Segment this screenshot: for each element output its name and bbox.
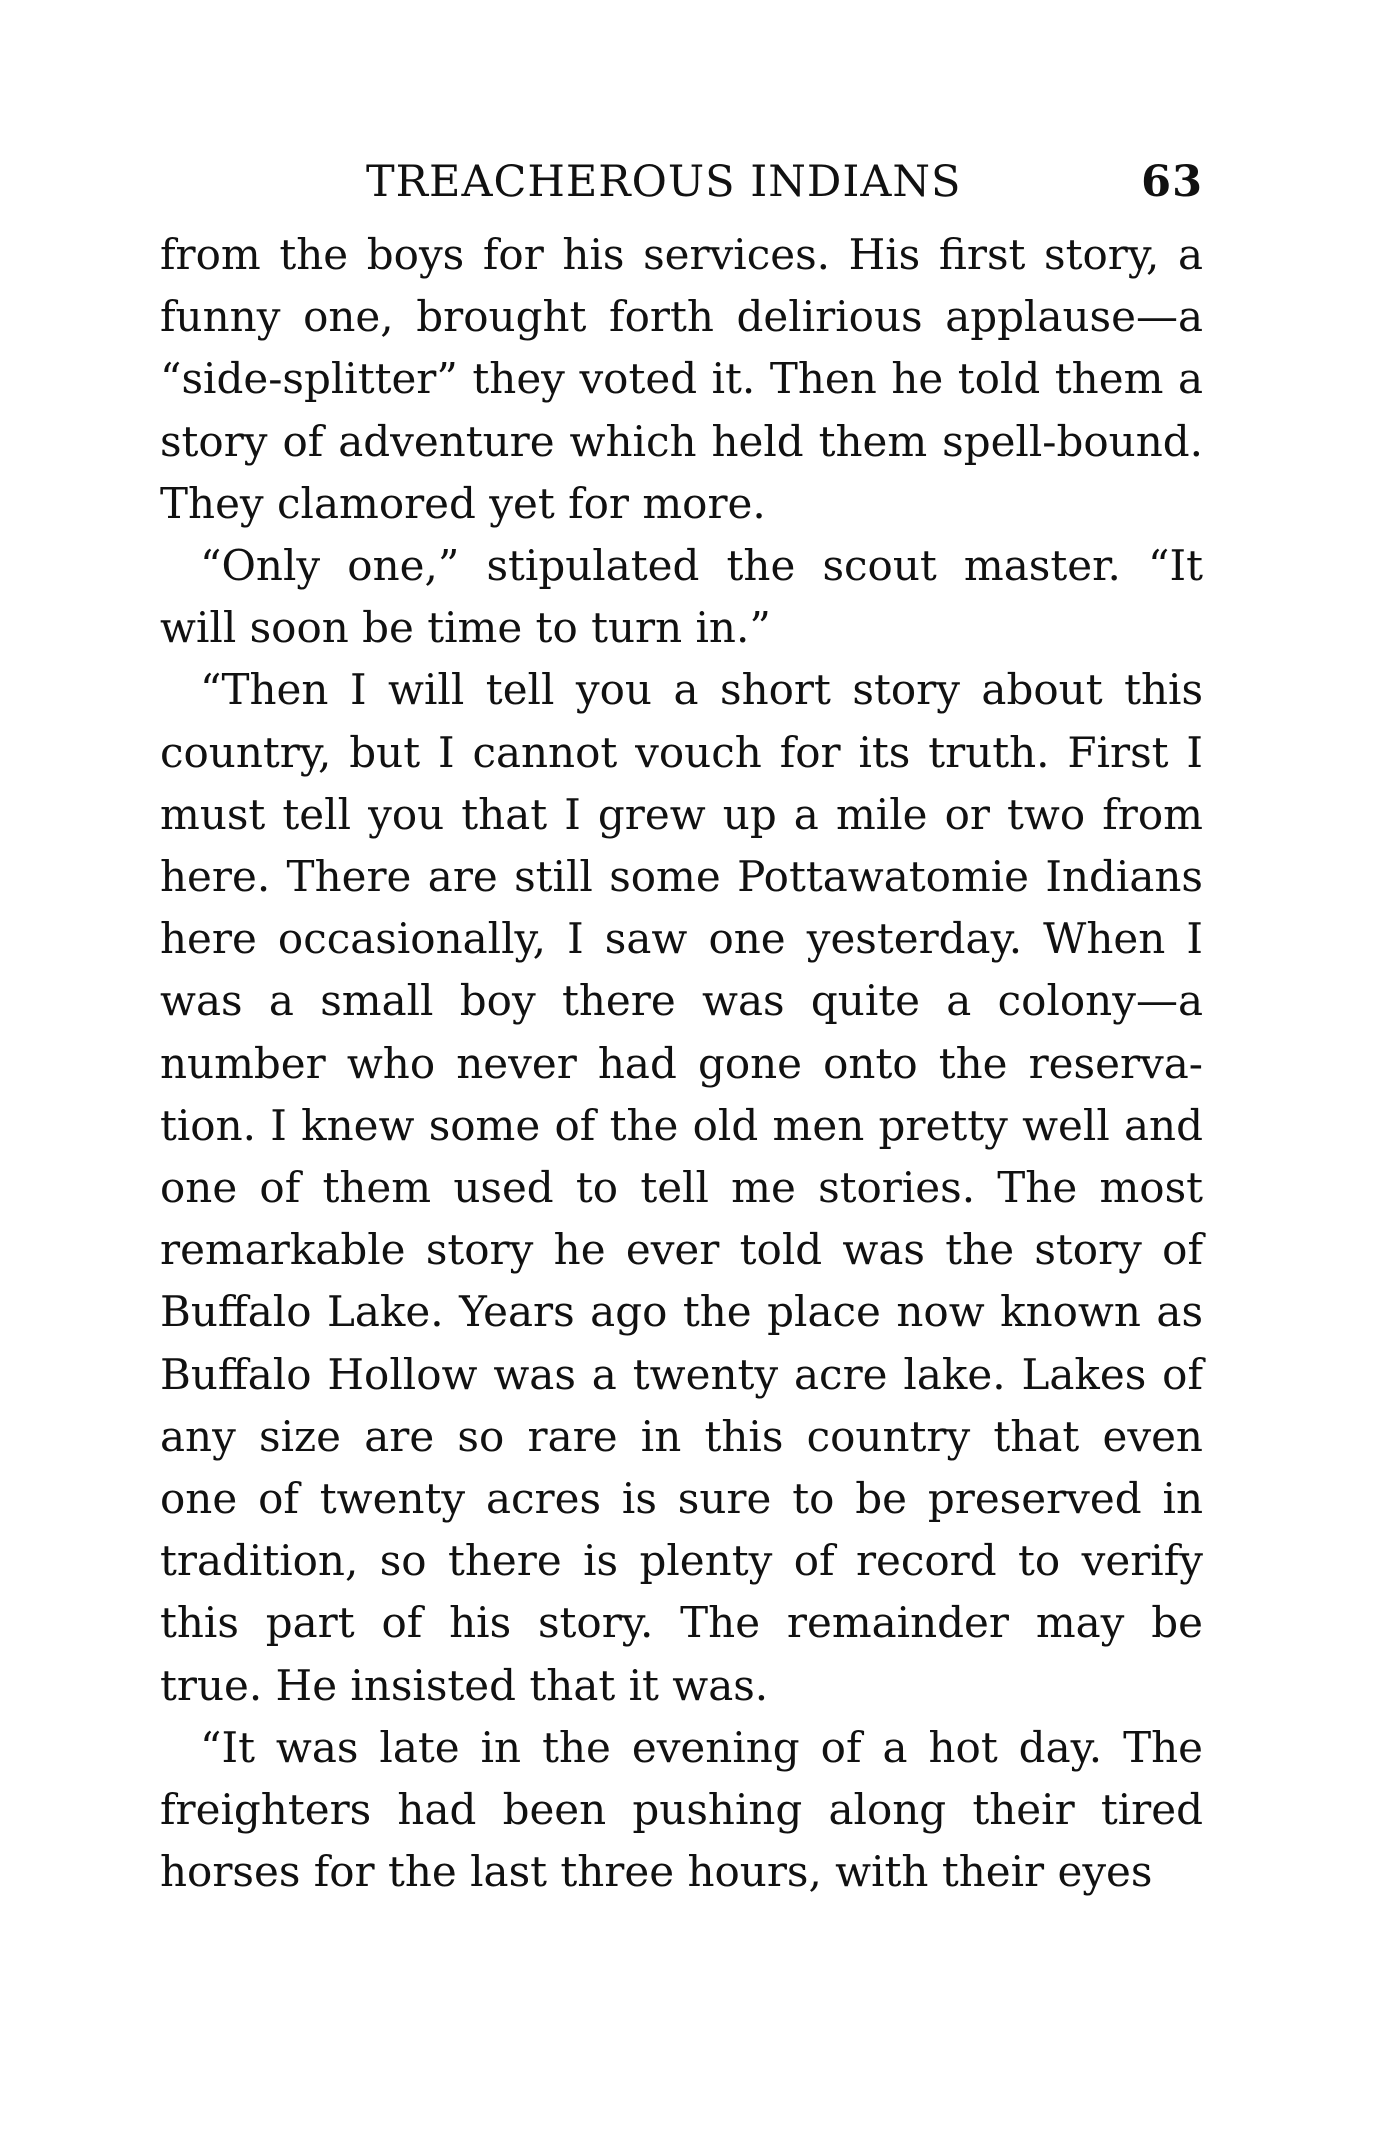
page-number: 63 [1141, 157, 1203, 207]
running-title: TREACHEROUS INDIANS [366, 157, 962, 207]
running-head [160, 150, 1203, 214]
paragraph-buffalo-lake-story: “Then I will tell you a short story about this country, but I cannot vouch for its truth. First I must tell you that I grew up a mile or two from here. There are still some Pottawatomie Indians here occasionally, I saw one yesterday. When I was a small boy there was quite a colony—a number who never had gone onto the reservation. I knew some of the old men pretty well and one of them used to tell me stories. The most remarkable story he ever told was the story of Buffalo Lake. Years ago the place now known as Buffalo Hollow was a twenty acre lake. Lakes of any size are so rare in this country that even one of twenty acres is sure to be preserved in tradition, so there is plenty of record to verify this part of his story. The remainder may be true. He insisted that it was. [160, 665, 1203, 1710]
body-text [160, 224, 1203, 1903]
book-page [160, 150, 1203, 1903]
paragraph-freighters: “It was late in the evening of a hot day. The freighters had been pushing along their tired horses for the last three hours, with their eyes [160, 1722, 1203, 1897]
paragraph-continuation: from the boys for his services. His first story, a funny one, brought forth delirious applause—a “side-splitter” they voted it. Then he told them a story of adventure which held them spell-bound. They clamored yet for more. [160, 230, 1203, 528]
paragraph-scout-master-reply: “Only one,” stipulated the scout master. “It will soon be time to turn in.” [160, 541, 1203, 653]
